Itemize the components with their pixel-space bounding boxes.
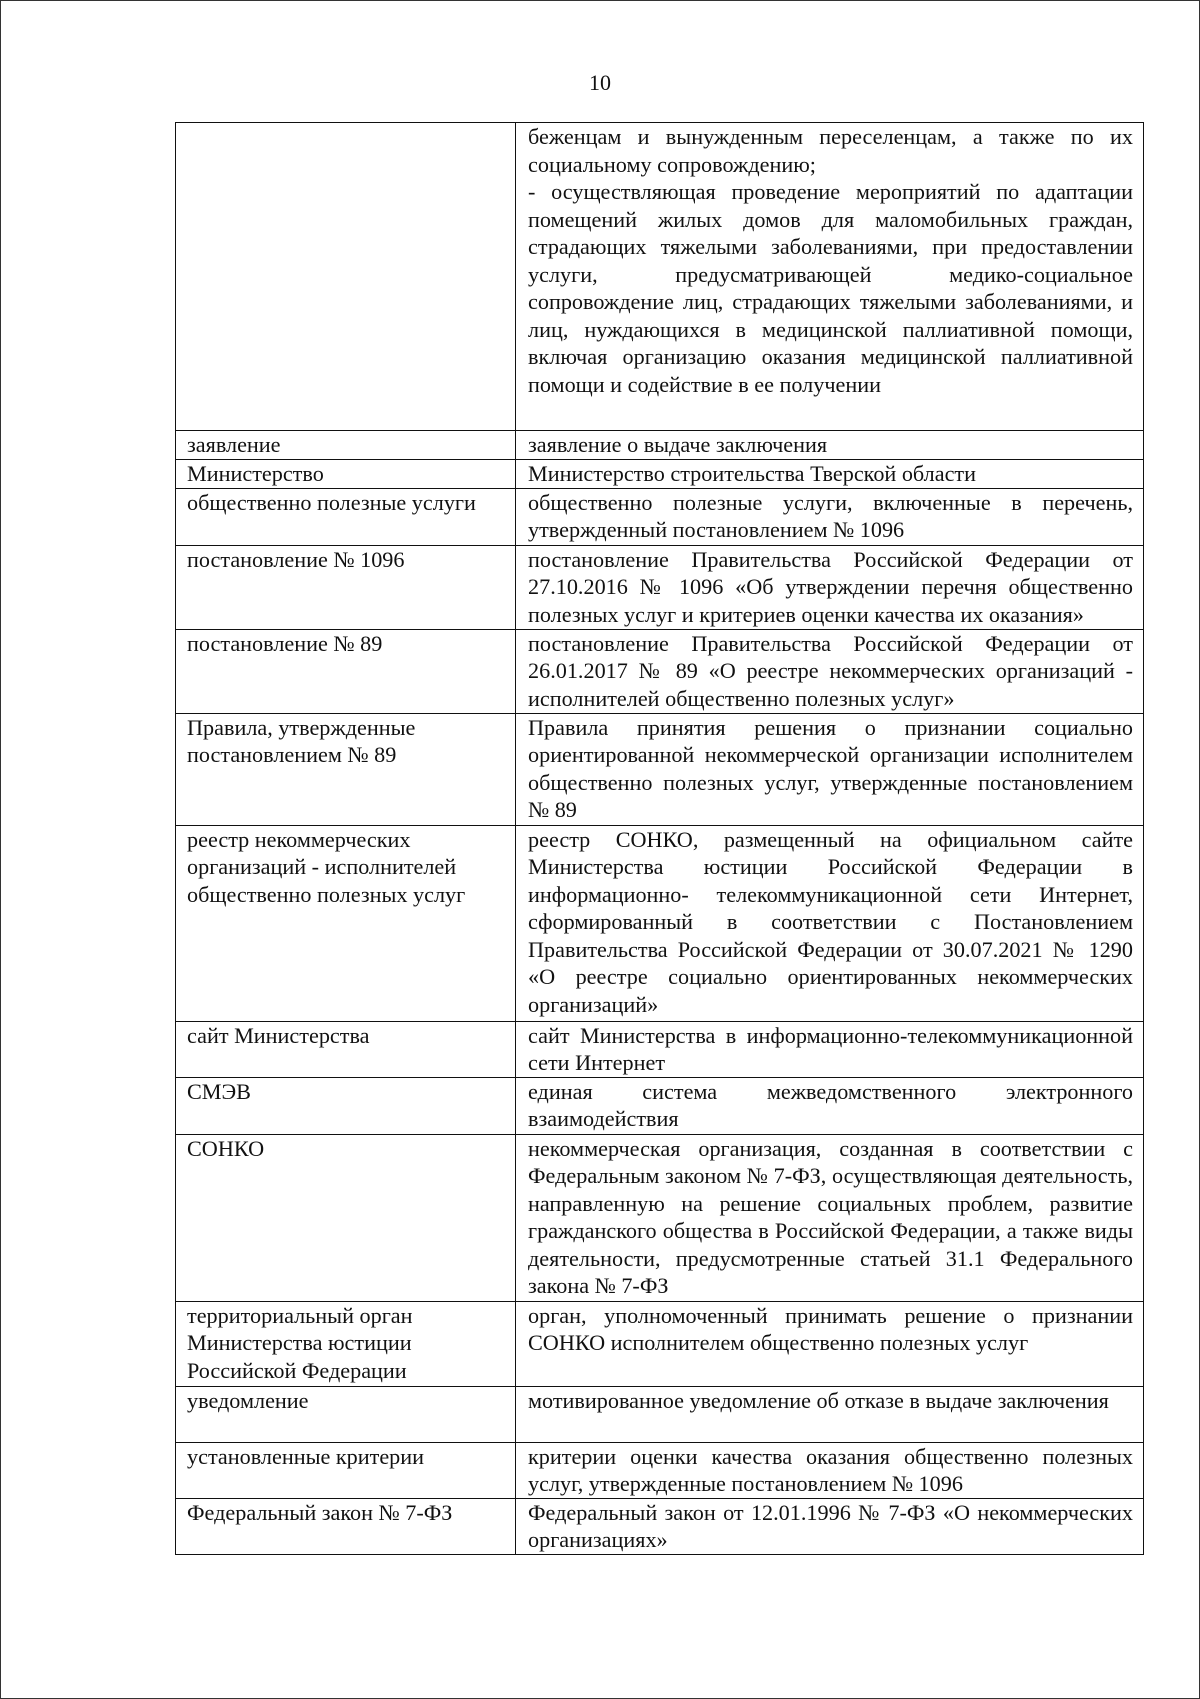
definition-paragraph: - осуществляющая проведение мероприятий по адаптации помещений жилых домов для маломобильных граждан, страдающих тяжелыми заболеваниями, при предоставлении услуги, предусматривающей медико-социальное сопровождение лиц, страдающих тяжелыми заболеваниями, и лиц, нуждающихся в медицинской паллиативной помощи, включая организацию оказания медицинской паллиативной помощи и содействие в ее получении (528, 179, 1133, 397)
term-cell: уведомление (176, 1386, 516, 1442)
definition-cell: мотивированное уведомление об отказе в выдаче заключения (516, 1386, 1144, 1442)
table-row (176, 1077, 1144, 1134)
table-row (176, 1386, 1144, 1442)
definition-cell: Правила принятия решения о признании социально ориентированной некоммерческой организации исполнителем общественно полезных услуг, утвержденные постановлением № 89 (516, 713, 1144, 825)
term-cell: Правила, утвержденные постановлением № 89 (176, 713, 516, 825)
definition-cell: критерии оценки качества оказания общественно полезных услуг, утвержденные постановлением № 1096 (516, 1442, 1144, 1498)
definition-cell: реестр СОНКО, размещенный на официальном сайте Министерства юстиции Российской Федерации в информационно- телекоммуникационной сети Интернет, сформированный в соответствии с Постановлением Правительства Российской Федерации от 30.07.2021 № 1290 «О реестре социально ориентированных некоммерческих организаций» (516, 825, 1144, 1021)
table-row (176, 713, 1144, 825)
page-number: 10 (589, 70, 611, 95)
definition-cell: Федеральный закон от 12.01.1996 № 7-ФЗ «О некоммерческих организациях» (516, 1498, 1144, 1554)
definition-cell: постановление Правительства Российской Федерации от 26.01.2017 № 89 «О реестре некоммерческих организаций - исполнителей общественно полезных услуг» (516, 629, 1144, 713)
term-cell: Министерство (176, 460, 516, 489)
table-row (176, 431, 1144, 460)
definition-cell (516, 123, 1144, 431)
term-cell: общественно полезные услуги (176, 488, 516, 545)
term-cell: СМЭВ (176, 1077, 516, 1134)
definition-cell: сайт Министерства в информационно-телекоммуникационной сети Интернет (516, 1021, 1144, 1077)
table-row (176, 460, 1144, 489)
table-row (176, 123, 1144, 431)
definition-cell: постановление Правительства Российской Федерации от 27.10.2016 № 1096 «Об утверждении перечня общественно полезных услуг и критериев оценки качества их оказания» (516, 545, 1144, 629)
table-row (176, 1442, 1144, 1498)
term-cell: территориальный орган Министерства юстиции Российской Федерации (176, 1301, 516, 1386)
table-row (176, 1301, 1144, 1386)
table-row (176, 1498, 1144, 1554)
term-cell: Федеральный закон № 7-ФЗ (176, 1498, 516, 1554)
term-cell: постановление № 1096 (176, 545, 516, 629)
term-cell (176, 123, 516, 431)
table-row (176, 488, 1144, 545)
definition-cell: заявление о выдаче заключения (516, 431, 1144, 460)
table-row (176, 545, 1144, 629)
definition-cell: единая система межведомственного электронного взаимодействия (516, 1077, 1144, 1134)
term-cell: установленные критерии (176, 1442, 516, 1498)
table-row (176, 1021, 1144, 1077)
definition-cell: некоммерческая организация, созданная в соответствии с Федеральным законом № 7-ФЗ, осуществляющая деятельность, направленную на решение социальных проблем, развитие гражданского общества в Российской Федерации, а также виды деятельности, предусмотренные статьей 31.1 Федерального закона № 7-ФЗ (516, 1134, 1144, 1301)
term-cell: СОНКО (176, 1134, 516, 1301)
term-cell: сайт Министерства (176, 1021, 516, 1077)
definition-cell: Министерство строительства Тверской области (516, 460, 1144, 489)
definition-paragraph: беженцам и вынужденным переселенцам, а также по их социальному сопровождению; (528, 124, 1133, 177)
table-row (176, 629, 1144, 713)
term-cell: постановление № 89 (176, 629, 516, 713)
definition-cell: общественно полезные услуги, включенные в перечень, утвержденный постановлением № 1096 (516, 488, 1144, 545)
term-cell: реестр некоммерческих организаций - исполнителей общественно полезных услуг (176, 825, 516, 1021)
definition-cell: орган, уполномоченный принимать решение о признании СОНКО исполнителем общественно полезных услуг (516, 1301, 1144, 1386)
table-row (176, 825, 1144, 1021)
table-row (176, 1134, 1144, 1301)
definitions-table (175, 122, 1144, 1555)
term-cell: заявление (176, 431, 516, 460)
